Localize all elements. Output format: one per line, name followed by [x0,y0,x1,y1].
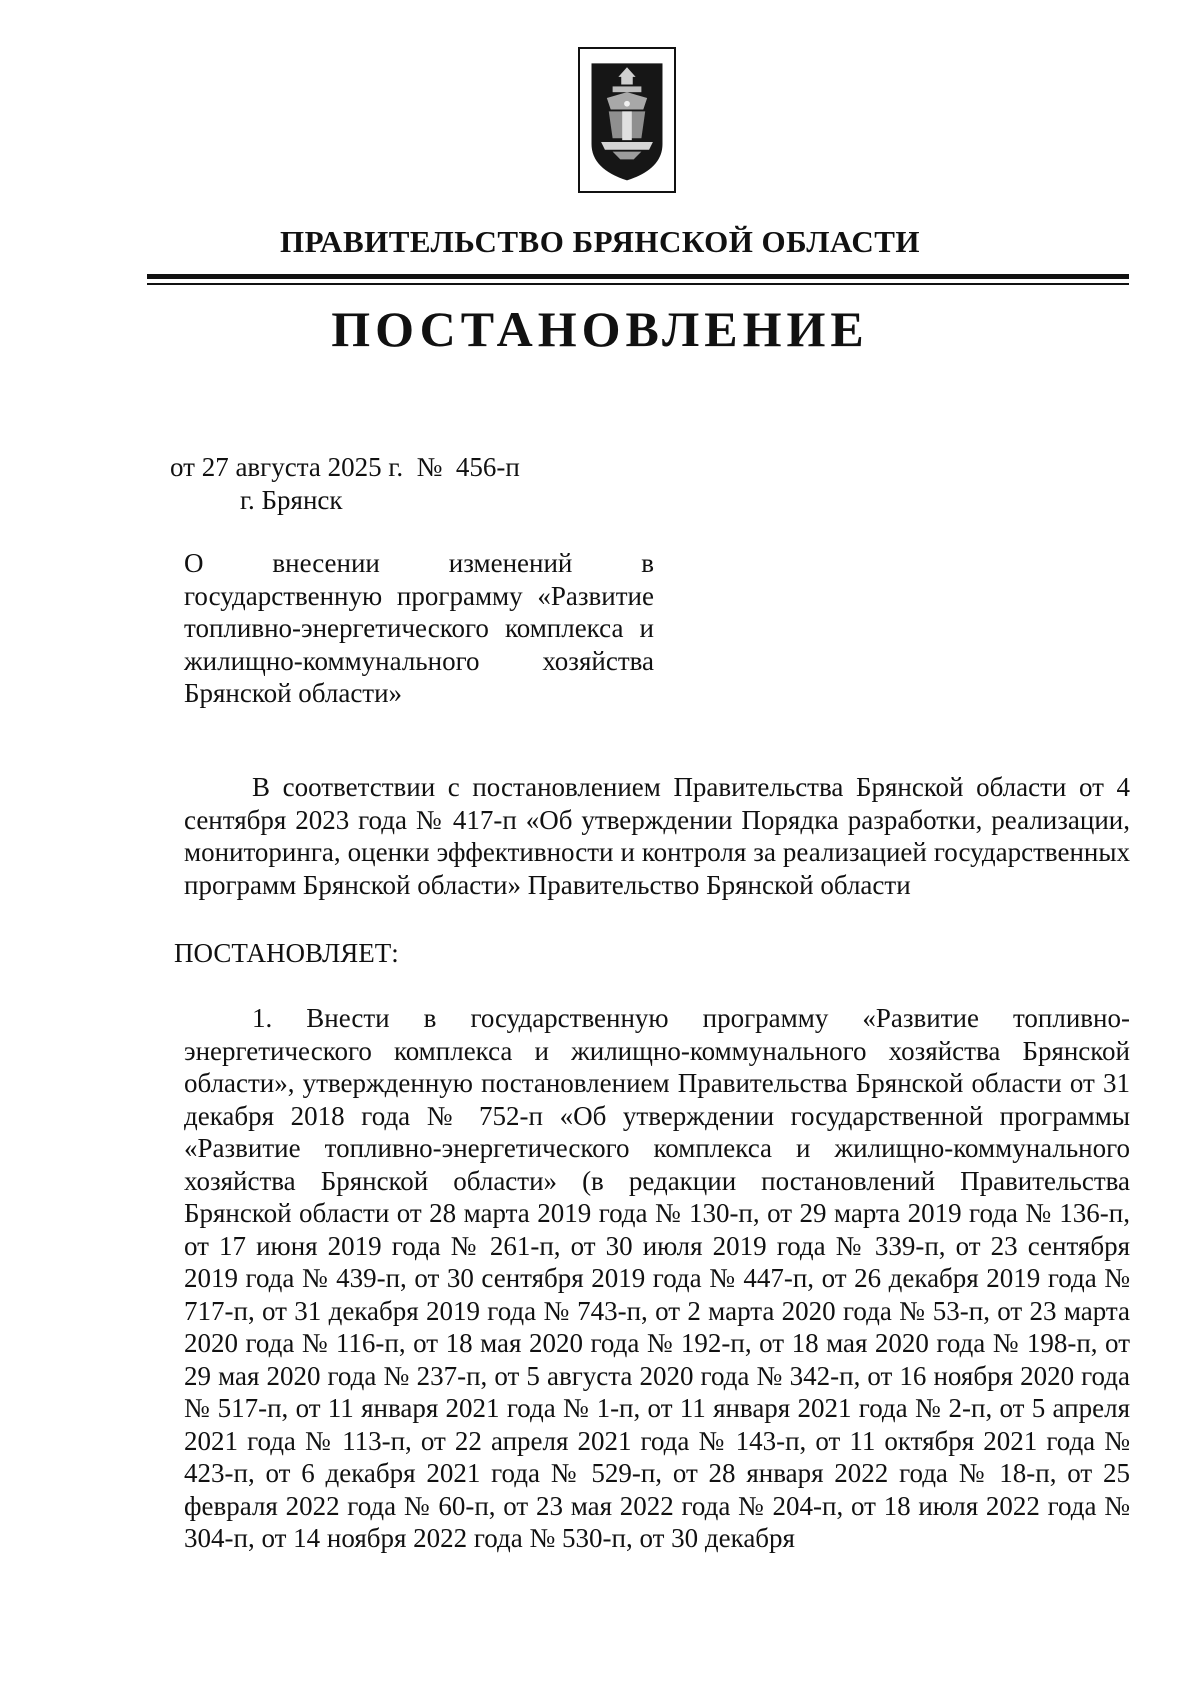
header-rule-thin [147,283,1129,285]
number-label: № [416,452,443,482]
emblem-icon [580,49,674,191]
document-number: 456-п [455,452,520,482]
item-1-paragraph: 1. Внести в государственную программу «Развитие топливно-энергетического комплекса и жилищно-коммунального хозяйства Брянской области», утвержденную постановлением Правительства Брянской области от 31 декабря 2018 года № 752-п «Об утверждении государственной программы «Развитие топливно-энергетического комплекса и жилищно-коммунального хозяйства Брянской области» (в редакции постановлений Правительства Брянской области от 28 марта 2019 года № 130-п, от 29 марта 2019 года № 136-п, от 17 июня 2019 года № 261-п, от 30 июля 2019 года № 339-п, от 23 сентября 2019 года № 439-п, от 30 сентября 2019 года № 447-п, от 26 декабря 2019 года № 717-п, от 31 декабря 2019 года № 743-п, от 2 марта 2020 года № 53-п, от 23 марта 2020 года № 116-п, от 18 мая 2020 года № 192-п, от 18 мая 2020 года № 198-п, от 29 мая 2020 года № 237-п, от 5 августа 2020 года № 342-п, от 16 ноября 2020 года № 517-п, от 11 января 2021 года № 1-п, от 11 января 2021 года № 2-п, от 5 апреля 2021 года № 113-п, от 22 апреля 2021 года № 143-п, от 11 октября 2021 года № 423-п, от 6 декабря 2021 года № 529-п, от 28 января 2022 года № 18-п, от 25 февраля 2022 года № 60-п, от 23 мая 2022 года № 204-п, от 18 июля 2022 года № 304-п, от 14 ноября 2022 года № 530-п, от 30 декабря [184,1003,1130,1553]
government-name: ПРАВИТЕЛЬСТВО БРЯНСКОЙ ОБЛАСТИ [279,224,921,259]
preamble-paragraph: В соответствии с постановлением Правительства Брянской области от 4 сентября 2023 года № 417-п «Об утверждении Порядка разработки, реализации, мониторинга, оценки эффективности и контроля за реализацией государственных программ Брянской области» Правительство Брянской области [184,772,1130,900]
document-type-title: ПОСТАНОВЛЕНИЕ [331,301,869,357]
document-date: 27 августа 2025 г. [201,452,404,482]
document-meta-line [170,452,520,483]
decree-word: ПОСТАНОВЛЯЕТ: [174,938,399,968]
header-rule-thick [147,274,1129,279]
document-subject: О внесении изменений в государственную программу «Развитие топливно-энергетического комплекса и жилищно-коммунального хозяйства Брянской области» [184,548,654,708]
coat-of-arms-emblem [578,47,676,193]
document-city: г. Брянск [240,485,343,515]
from-label: от [170,452,195,482]
